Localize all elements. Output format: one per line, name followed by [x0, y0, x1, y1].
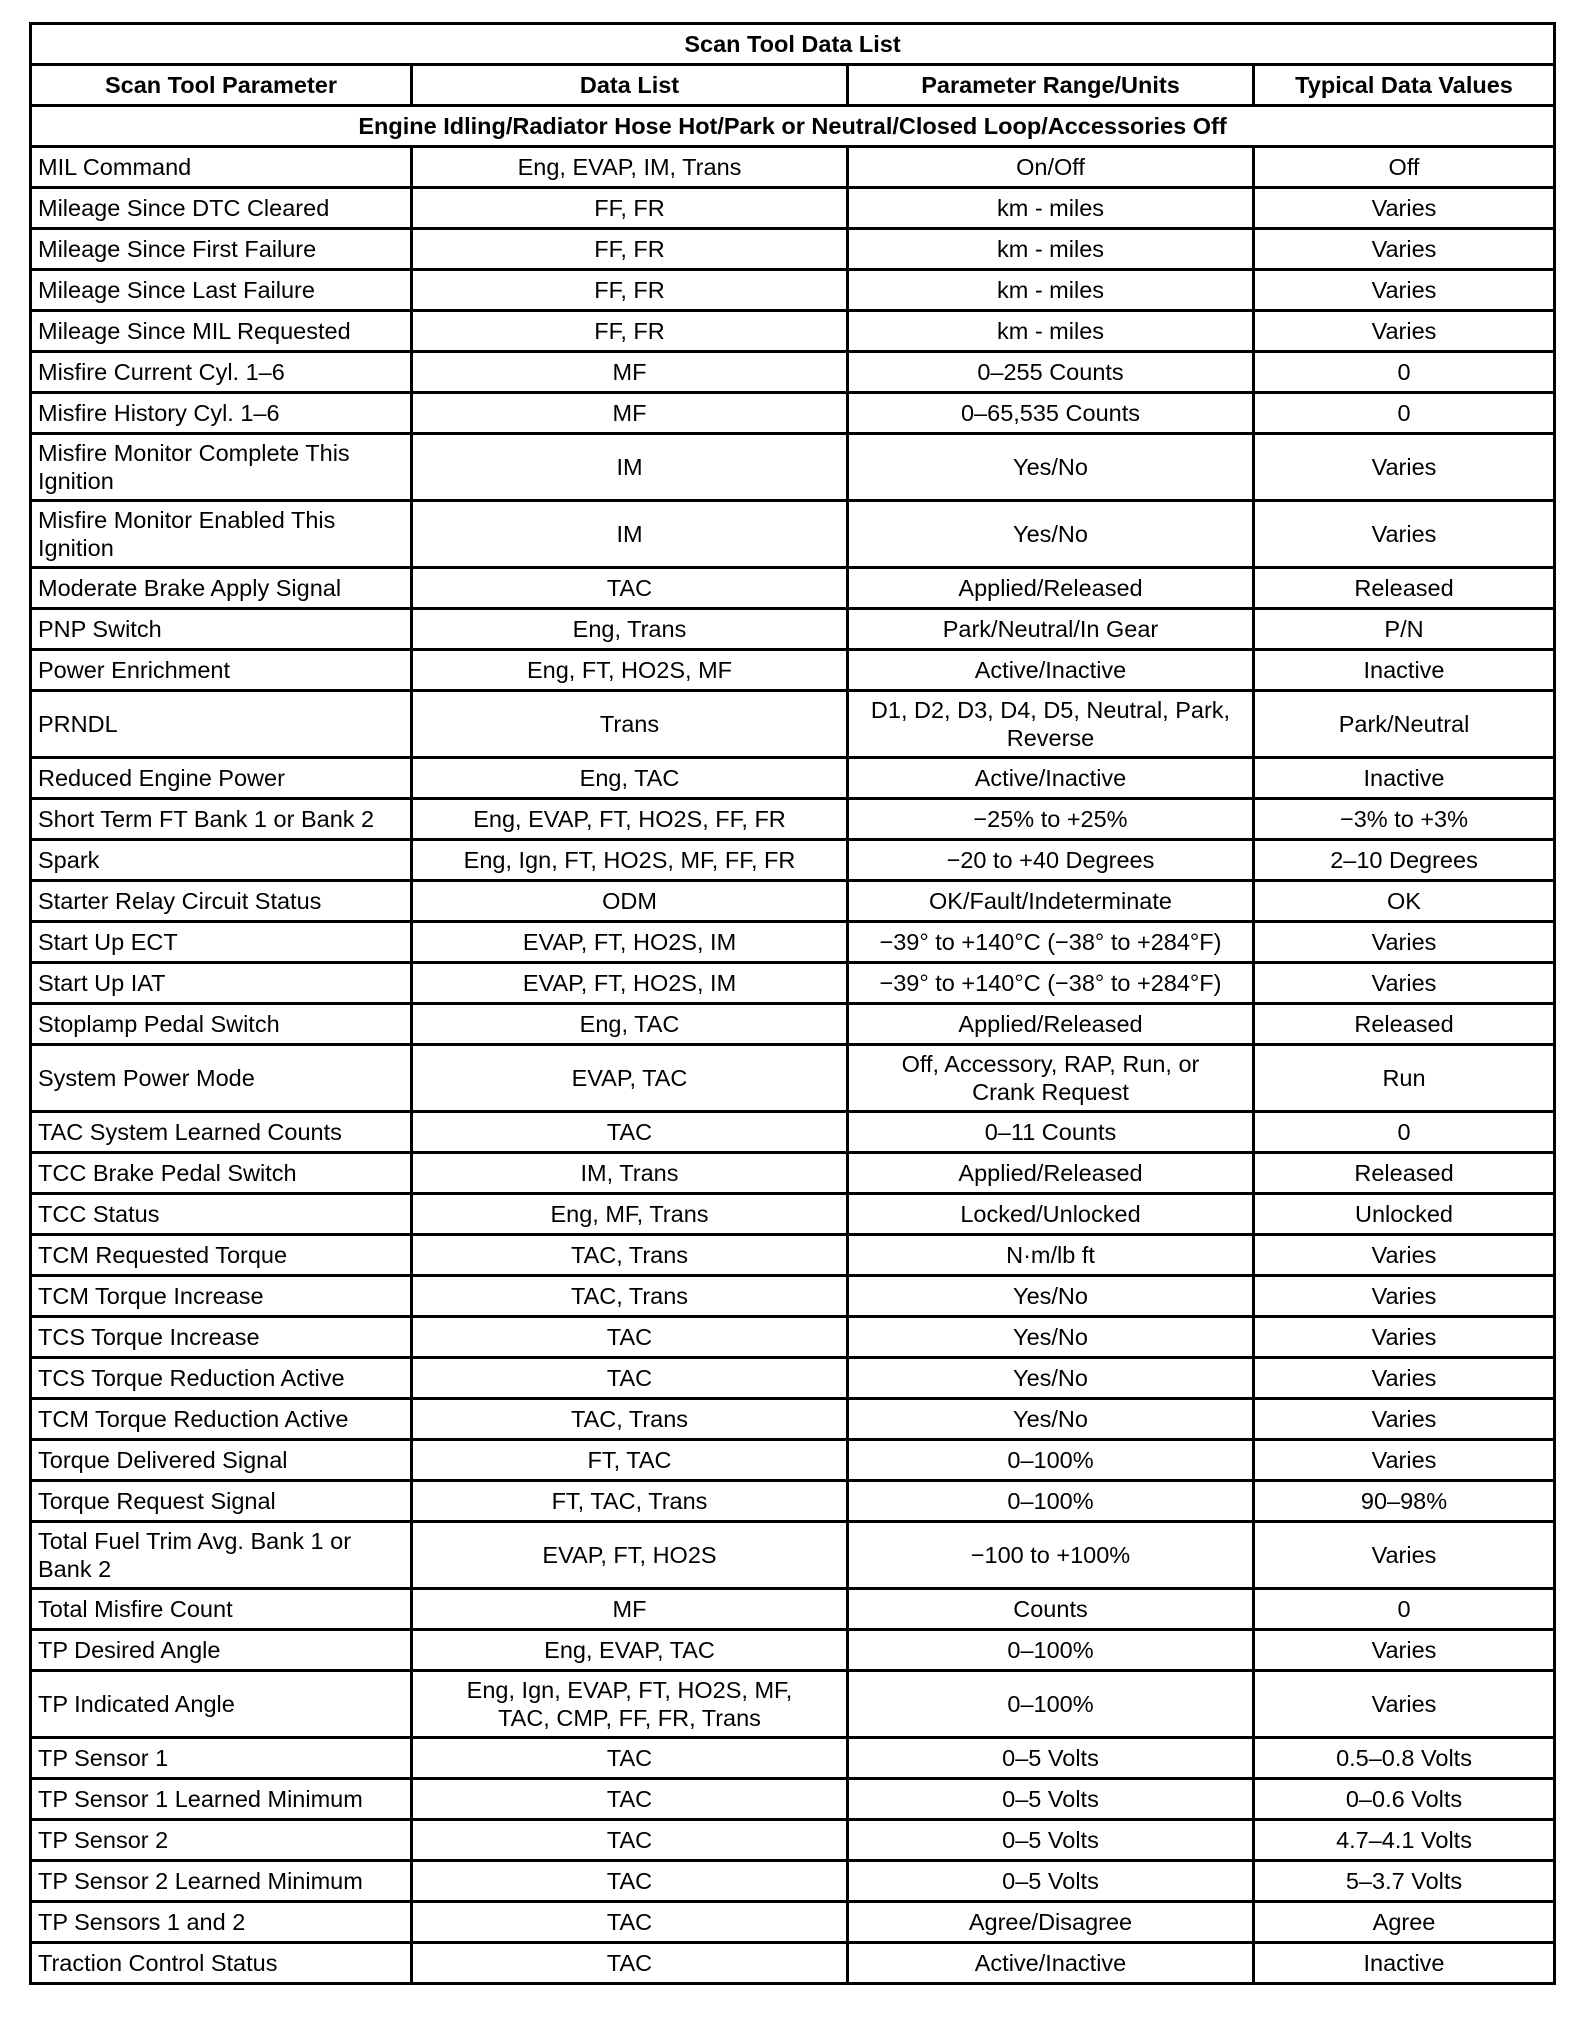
table-row — [31, 881, 1555, 922]
cell-range: Yes/No — [848, 434, 1254, 501]
cell-range: −100 to +100% — [848, 1522, 1254, 1589]
table-row — [31, 963, 1555, 1004]
cell-range: Yes/No — [848, 1276, 1254, 1317]
cell-parameter: TCC Brake Pedal Switch — [31, 1153, 412, 1194]
cell-typical: Varies — [1254, 270, 1555, 311]
cell-data-list: TAC — [412, 1317, 848, 1358]
table-row — [31, 1004, 1555, 1045]
cell-parameter: Start Up IAT — [31, 963, 412, 1004]
cell-range: 0–11 Counts — [848, 1112, 1254, 1153]
table-row — [31, 1820, 1555, 1861]
cell-range: 0–100% — [848, 1481, 1254, 1522]
cell-typical: 90–98% — [1254, 1481, 1555, 1522]
cell-data-list: FF, FR — [412, 188, 848, 229]
cell-parameter: PRNDL — [31, 691, 412, 758]
cell-range: Applied/Released — [848, 1153, 1254, 1194]
cell-parameter: MIL Command — [31, 147, 412, 188]
table-row — [31, 758, 1555, 799]
cell-data-list: TAC, Trans — [412, 1276, 848, 1317]
cell-parameter: TCM Requested Torque — [31, 1235, 412, 1276]
cell-range: 0–65,535 Counts — [848, 393, 1254, 434]
cell-range: 0–5 Volts — [848, 1779, 1254, 1820]
table-title-row — [31, 24, 1555, 65]
cell-data-list: FF, FR — [412, 311, 848, 352]
condition-row — [31, 106, 1555, 147]
table-row — [31, 799, 1555, 840]
cell-data-list: Eng, FT, HO2S, MF — [412, 650, 848, 691]
cell-typical: OK — [1254, 881, 1555, 922]
cell-range: −20 to +40 Degrees — [848, 840, 1254, 881]
cell-parameter: Misfire History Cyl. 1–6 — [31, 393, 412, 434]
cell-parameter: PNP Switch — [31, 609, 412, 650]
cell-typical: Varies — [1254, 311, 1555, 352]
cell-typical: Released — [1254, 568, 1555, 609]
cell-data-list: TAC — [412, 1943, 848, 1984]
cell-range: −25% to +25% — [848, 799, 1254, 840]
table-row — [31, 147, 1555, 188]
cell-range: Yes/No — [848, 1399, 1254, 1440]
cell-typical: Varies — [1254, 1399, 1555, 1440]
cell-data-list: Eng, MF, Trans — [412, 1194, 848, 1235]
cell-parameter: System Power Mode — [31, 1045, 412, 1112]
cell-parameter: Torque Delivered Signal — [31, 1440, 412, 1481]
cell-data-list: EVAP, FT, HO2S — [412, 1522, 848, 1589]
cell-data-list: FF, FR — [412, 229, 848, 270]
table-row — [31, 1738, 1555, 1779]
cell-typical: Varies — [1254, 1630, 1555, 1671]
cell-data-list: TAC, Trans — [412, 1399, 848, 1440]
cell-parameter: TP Sensor 1 — [31, 1738, 412, 1779]
cell-range: km - miles — [848, 229, 1254, 270]
cell-data-list: TAC — [412, 568, 848, 609]
cell-range: OK/Fault/Indeterminate — [848, 881, 1254, 922]
table-row — [31, 1399, 1555, 1440]
cell-typical: Run — [1254, 1045, 1555, 1112]
cell-typical: Varies — [1254, 1276, 1555, 1317]
column-header-parameter: Scan Tool Parameter — [31, 65, 412, 106]
cell-typical: 0 — [1254, 1589, 1555, 1630]
cell-range: km - miles — [848, 270, 1254, 311]
cell-parameter: Traction Control Status — [31, 1943, 412, 1984]
table-row — [31, 840, 1555, 881]
scan-tool-data-table-container — [29, 22, 1553, 1985]
cell-range: 0–100% — [848, 1440, 1254, 1481]
table-row — [31, 1522, 1555, 1589]
table-row — [31, 1671, 1555, 1738]
cell-typical: −3% to +3% — [1254, 799, 1555, 840]
cell-typical: Varies — [1254, 1358, 1555, 1399]
cell-typical: Varies — [1254, 963, 1555, 1004]
table-row — [31, 1589, 1555, 1630]
cell-data-list: FT, TAC, Trans — [412, 1481, 848, 1522]
cell-parameter: TP Sensor 1 Learned Minimum — [31, 1779, 412, 1820]
cell-typical: 4.7–4.1 Volts — [1254, 1820, 1555, 1861]
table-row — [31, 922, 1555, 963]
cell-data-list: IM — [412, 434, 848, 501]
cell-parameter: Misfire Monitor Complete This Ignition — [31, 434, 412, 501]
cell-range: Counts — [848, 1589, 1254, 1630]
table-row — [31, 1317, 1555, 1358]
cell-parameter: Stoplamp Pedal Switch — [31, 1004, 412, 1045]
cell-typical: Inactive — [1254, 1943, 1555, 1984]
cell-range: Applied/Released — [848, 568, 1254, 609]
cell-typical: Varies — [1254, 188, 1555, 229]
cell-data-list: IM — [412, 501, 848, 568]
cell-typical: 2–10 Degrees — [1254, 840, 1555, 881]
cell-parameter: Power Enrichment — [31, 650, 412, 691]
cell-parameter: Starter Relay Circuit Status — [31, 881, 412, 922]
cell-parameter: Mileage Since Last Failure — [31, 270, 412, 311]
table-row — [31, 311, 1555, 352]
cell-data-list: MF — [412, 1589, 848, 1630]
column-header-range: Parameter Range/Units — [848, 65, 1254, 106]
cell-range: 0–100% — [848, 1671, 1254, 1738]
table-row — [31, 270, 1555, 311]
table-row — [31, 1440, 1555, 1481]
cell-data-list: Trans — [412, 691, 848, 758]
test-condition: Engine Idling/Radiator Hose Hot/Park or Neutral/Closed Loop/Accessories Off — [31, 106, 1555, 147]
cell-range: Active/Inactive — [848, 758, 1254, 799]
cell-parameter: TCS Torque Reduction Active — [31, 1358, 412, 1399]
cell-range: −39° to +140°C (−38° to +284°F) — [848, 922, 1254, 963]
cell-range: 0–5 Volts — [848, 1861, 1254, 1902]
table-row — [31, 1943, 1555, 1984]
cell-data-list: Eng, Ign, EVAP, FT, HO2S, MF, TAC, CMP, FF, FR, Trans — [412, 1671, 848, 1738]
cell-typical: Varies — [1254, 1440, 1555, 1481]
cell-data-list: EVAP, TAC — [412, 1045, 848, 1112]
scan-tool-data-table — [29, 22, 1556, 1985]
table-title: Scan Tool Data List — [31, 24, 1555, 65]
cell-typical: Off — [1254, 147, 1555, 188]
cell-typical: P/N — [1254, 609, 1555, 650]
cell-typical: Park/Neutral — [1254, 691, 1555, 758]
table-row — [31, 691, 1555, 758]
cell-parameter: Total Misfire Count — [31, 1589, 412, 1630]
cell-data-list: EVAP, FT, HO2S, IM — [412, 963, 848, 1004]
cell-data-list: Eng, TAC — [412, 1004, 848, 1045]
cell-parameter: TP Sensor 2 Learned Minimum — [31, 1861, 412, 1902]
table-row — [31, 229, 1555, 270]
table-body — [31, 147, 1555, 1984]
cell-parameter: Misfire Monitor Enabled This Ignition — [31, 501, 412, 568]
cell-data-list: IM, Trans — [412, 1153, 848, 1194]
cell-data-list: MF — [412, 393, 848, 434]
table-row — [31, 568, 1555, 609]
cell-parameter: Misfire Current Cyl. 1–6 — [31, 352, 412, 393]
cell-typical: 0 — [1254, 1112, 1555, 1153]
cell-typical: Varies — [1254, 1522, 1555, 1589]
cell-range: Active/Inactive — [848, 1943, 1254, 1984]
cell-data-list: TAC — [412, 1779, 848, 1820]
cell-range: N·m/lb ft — [848, 1235, 1254, 1276]
table-row — [31, 650, 1555, 691]
table-row — [31, 1045, 1555, 1112]
cell-typical: Agree — [1254, 1902, 1555, 1943]
cell-parameter: TCC Status — [31, 1194, 412, 1235]
table-row — [31, 609, 1555, 650]
cell-typical: 0–0.6 Volts — [1254, 1779, 1555, 1820]
cell-parameter: TP Indicated Angle — [31, 1671, 412, 1738]
cell-parameter: Mileage Since First Failure — [31, 229, 412, 270]
cell-typical: Released — [1254, 1153, 1555, 1194]
cell-data-list: FT, TAC — [412, 1440, 848, 1481]
table-row — [31, 1902, 1555, 1943]
cell-parameter: Spark — [31, 840, 412, 881]
cell-range: 0–100% — [848, 1630, 1254, 1671]
table-row — [31, 1112, 1555, 1153]
cell-typical: Unlocked — [1254, 1194, 1555, 1235]
cell-data-list: TAC — [412, 1861, 848, 1902]
cell-data-list: MF — [412, 352, 848, 393]
table-row — [31, 1861, 1555, 1902]
cell-range: 0–5 Volts — [848, 1820, 1254, 1861]
cell-typical: Varies — [1254, 922, 1555, 963]
table-row — [31, 1358, 1555, 1399]
cell-range: Agree/Disagree — [848, 1902, 1254, 1943]
cell-data-list: Eng, Ign, FT, HO2S, MF, FF, FR — [412, 840, 848, 881]
cell-typical: 0.5–0.8 Volts — [1254, 1738, 1555, 1779]
cell-typical: Varies — [1254, 1317, 1555, 1358]
cell-typical: Varies — [1254, 1671, 1555, 1738]
cell-data-list: Eng, EVAP, FT, HO2S, FF, FR — [412, 799, 848, 840]
cell-data-list: Eng, TAC — [412, 758, 848, 799]
cell-data-list: TAC — [412, 1902, 848, 1943]
cell-parameter: TCS Torque Increase — [31, 1317, 412, 1358]
cell-typical: 5–3.7 Volts — [1254, 1861, 1555, 1902]
cell-range: −39° to +140°C (−38° to +284°F) — [848, 963, 1254, 1004]
cell-parameter: Total Fuel Trim Avg. Bank 1 or Bank 2 — [31, 1522, 412, 1589]
table-row — [31, 1779, 1555, 1820]
cell-range: Yes/No — [848, 501, 1254, 568]
cell-data-list: ODM — [412, 881, 848, 922]
cell-parameter: Torque Request Signal — [31, 1481, 412, 1522]
cell-parameter: Start Up ECT — [31, 922, 412, 963]
cell-typical: Varies — [1254, 1235, 1555, 1276]
cell-range: Active/Inactive — [848, 650, 1254, 691]
cell-range: On/Off — [848, 147, 1254, 188]
cell-range: 0–255 Counts — [848, 352, 1254, 393]
cell-parameter: Mileage Since DTC Cleared — [31, 188, 412, 229]
column-header-data-list: Data List — [412, 65, 848, 106]
table-row — [31, 1153, 1555, 1194]
cell-typical: Varies — [1254, 434, 1555, 501]
cell-range: km - miles — [848, 311, 1254, 352]
cell-parameter: TAC System Learned Counts — [31, 1112, 412, 1153]
table-row — [31, 1481, 1555, 1522]
cell-data-list: TAC — [412, 1820, 848, 1861]
cell-range: 0–5 Volts — [848, 1738, 1254, 1779]
cell-typical: Varies — [1254, 501, 1555, 568]
cell-range: Applied/Released — [848, 1004, 1254, 1045]
cell-parameter: TP Desired Angle — [31, 1630, 412, 1671]
cell-typical: 0 — [1254, 393, 1555, 434]
table-row — [31, 352, 1555, 393]
cell-parameter: TCM Torque Increase — [31, 1276, 412, 1317]
column-header-typical: Typical Data Values — [1254, 65, 1555, 106]
cell-range: Off, Accessory, RAP, Run, or Crank Request — [848, 1045, 1254, 1112]
cell-range: km - miles — [848, 188, 1254, 229]
cell-data-list: Eng, EVAP, TAC — [412, 1630, 848, 1671]
cell-data-list: TAC, Trans — [412, 1235, 848, 1276]
cell-data-list: TAC — [412, 1738, 848, 1779]
table-row — [31, 434, 1555, 501]
cell-range: D1, D2, D3, D4, D5, Neutral, Park, Reverse — [848, 691, 1254, 758]
cell-range: Park/Neutral/In Gear — [848, 609, 1254, 650]
cell-data-list: Eng, Trans — [412, 609, 848, 650]
cell-range: Yes/No — [848, 1317, 1254, 1358]
cell-data-list: FF, FR — [412, 270, 848, 311]
column-header-row — [31, 65, 1555, 106]
cell-parameter: Moderate Brake Apply Signal — [31, 568, 412, 609]
cell-data-list: TAC — [412, 1358, 848, 1399]
cell-data-list: EVAP, FT, HO2S, IM — [412, 922, 848, 963]
table-row — [31, 393, 1555, 434]
cell-parameter: Short Term FT Bank 1 or Bank 2 — [31, 799, 412, 840]
cell-parameter: TP Sensor 2 — [31, 1820, 412, 1861]
cell-parameter: TCM Torque Reduction Active — [31, 1399, 412, 1440]
cell-typical: Released — [1254, 1004, 1555, 1045]
cell-parameter: Reduced Engine Power — [31, 758, 412, 799]
table-row — [31, 1276, 1555, 1317]
cell-range: Locked/Unlocked — [848, 1194, 1254, 1235]
table-row — [31, 1194, 1555, 1235]
cell-typical: Varies — [1254, 229, 1555, 270]
table-row — [31, 1630, 1555, 1671]
cell-typical: Inactive — [1254, 650, 1555, 691]
cell-data-list: Eng, EVAP, IM, Trans — [412, 147, 848, 188]
cell-typical: Inactive — [1254, 758, 1555, 799]
cell-range: Yes/No — [848, 1358, 1254, 1399]
cell-parameter: TP Sensors 1 and 2 — [31, 1902, 412, 1943]
table-row — [31, 188, 1555, 229]
table-row — [31, 1235, 1555, 1276]
cell-data-list: TAC — [412, 1112, 848, 1153]
cell-parameter: Mileage Since MIL Requested — [31, 311, 412, 352]
cell-typical: 0 — [1254, 352, 1555, 393]
table-row — [31, 501, 1555, 568]
